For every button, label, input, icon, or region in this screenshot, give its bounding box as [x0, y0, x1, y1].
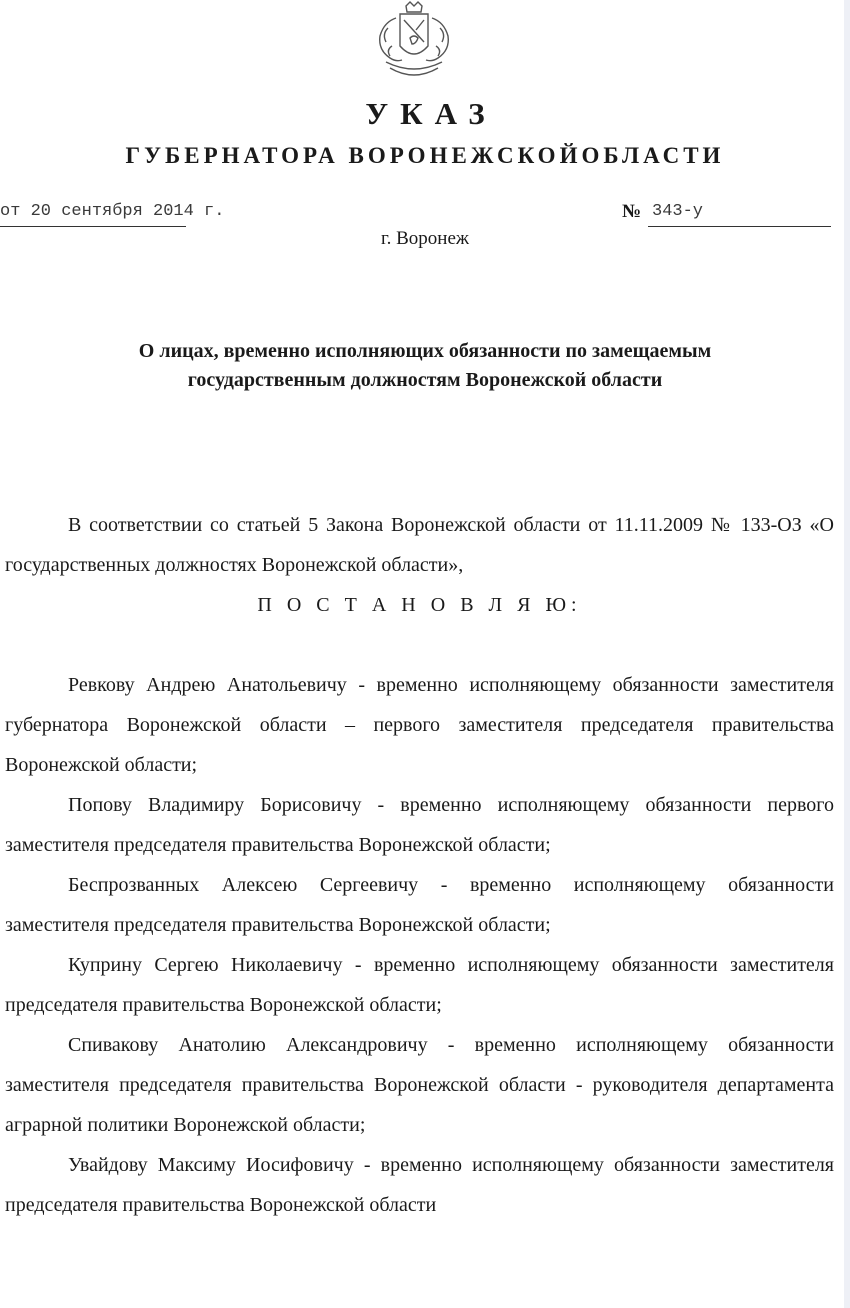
number-label: № — [622, 201, 642, 222]
city-name: г. Воронеж — [380, 228, 470, 249]
preamble: В соответствии со статьей 5 Закона Воронежской области от 11.11.2009 № 133-ОЗ «О государственных должностях Воронежской области», — [5, 514, 834, 576]
decree-heading — [40, 337, 810, 395]
document-body — [5, 505, 834, 1225]
heading-line-2: государственным должностям Воронежской области — [187, 369, 663, 391]
date-underline — [0, 226, 186, 227]
document-subtitle: ГУБЕРНАТОРА ВОРОНЕЖСКОЙОБЛАСТИ — [125, 143, 725, 168]
coat-of-arms-icon — [366, 0, 462, 84]
heading-line-1: О лицах, временно исполняющих обязанности по замещаемым — [138, 340, 712, 362]
paragraph-revkov: Ревкову Андрею Анатольевичу - временно исполняющему обязанности заместителя губернатора Воронежской области – первого заместителя председателя правительства Воронежской области; — [5, 674, 834, 776]
paragraph-uvaidov: Увайдову Максиму Иосифовичу - временно исполняющему обязанности заместителя председателя правительства Воронежской области — [5, 1154, 834, 1216]
paragraph-spivakov: Спивакову Анатолию Александровичу - временно исполняющему обязанности заместителя председателя правительства Воронежской области - руководителя департамента аграрной политики Воронежской области; — [5, 1034, 834, 1136]
decree-date: от 20 сентября 2014 г. — [0, 202, 225, 221]
decree-word: П О С Т А Н О В Л Я Ю: — [257, 594, 582, 616]
page-edge — [844, 0, 850, 1308]
number-underline — [648, 226, 831, 227]
decree-number: 343-у — [652, 202, 704, 221]
paragraph-popov: Попову Владимиру Борисовичу - временно исполняющему обязанности первого заместителя председателя правительства Воронежской области; — [5, 794, 834, 856]
paragraph-kuprin: Куприну Сергею Николаевичу - временно исполняющему обязанности заместителя председателя правительства Воронежской области; — [5, 954, 834, 1016]
document-title: УКАЗ — [365, 96, 497, 131]
paragraph-besprozvannykh: Беспрозванных Алексею Сергеевичу - временно исполняющему обязанности заместителя председателя правительства Воронежской области; — [5, 874, 834, 936]
